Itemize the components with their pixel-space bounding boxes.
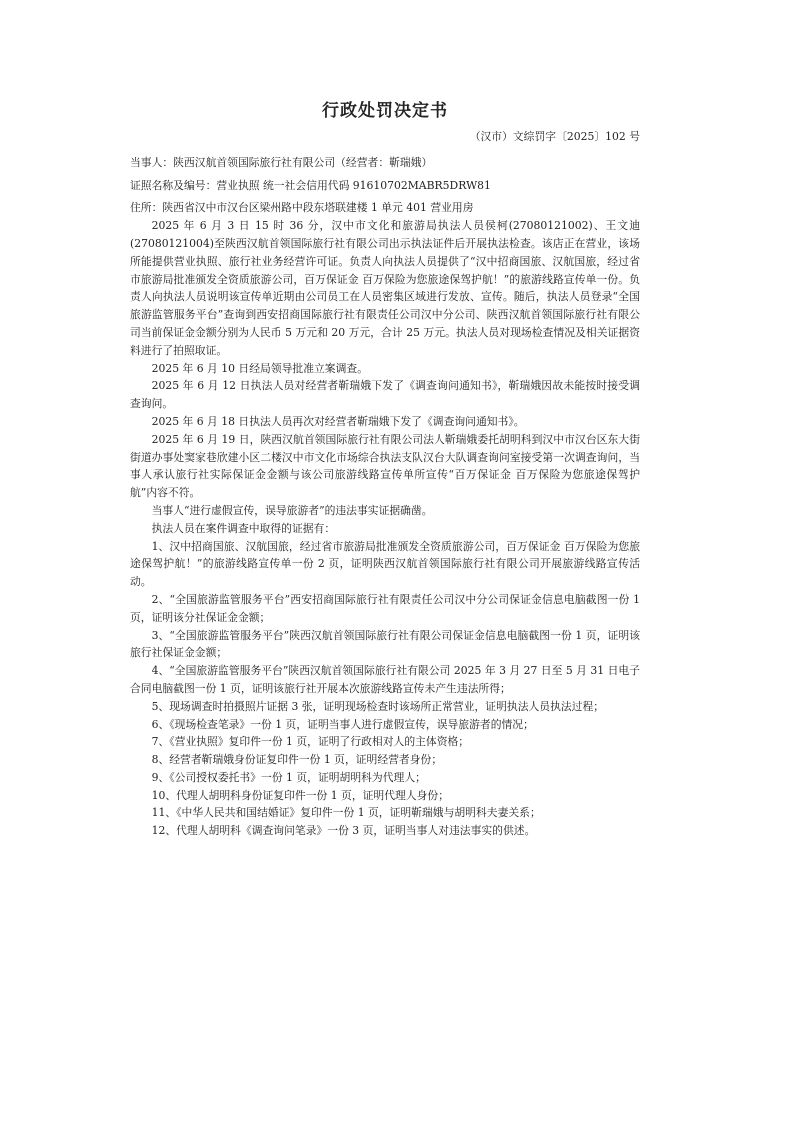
license-line: 证照名称及编号：营业执照 统一社会信用代码 91610702MABR5DRW81 bbox=[130, 178, 491, 192]
document-number: （汉市）文综罚字〔2025〕102 号 bbox=[469, 130, 640, 143]
evidence-item: 3、“全国旅游监管服务平台”陕西汉航首领国际旅行社有限公司保证金信息电脑截图一份 1 页，证明该旅行社保证金金额； bbox=[130, 628, 640, 660]
evidence-item: 7、《营业执照》复印件一份 1 页，证明了行政相对人的主体资格； bbox=[151, 735, 470, 749]
document-title: 行政处罚决定书 bbox=[322, 101, 448, 121]
evidence-item: 12、代理人胡明科《调查询问笔录》一份 3 页，证明当事人对违法事实的供述。 bbox=[151, 824, 536, 838]
evidence-item: 4、“全国旅游监管服务平台”陕西汉航首领国际旅行社有限公司 2025 年 3 月 27 日至 5 月 31 日电子合同电脑截图一份 1 页，证明该旅行社开展本次旅游线路宣传未产生违法所得； bbox=[130, 664, 640, 695]
paragraph-conclusion: 当事人“进行虚假宣传，误导旅游者”的违法事实证据确凿。 bbox=[151, 503, 433, 517]
paragraph-inquiry: 2025 年 6 月 19 日，陕西汉航首领国际旅行社有限公司法人靳瑞娥委托胡明科到汉中市汉台区东大街街道办事处窦家巷欣建小区二楼汉中市文化市场综合执法支队汉台大队调查询问室接受第一次调查询问，当事人承认旅行社实际保证金金额与该公司旅游线路宣传单所宣传“百万保证金 百万保险为您旅途保驾护航”内容不符。 bbox=[130, 432, 640, 500]
evidence-item: 2、“全国旅游监管服务平台”西安招商国际旅行社有限责任公司汉中分公司保证金信息电脑截图一份 1 页，证明该分社保证金金额； bbox=[130, 592, 640, 624]
address-line: 住所：陕西省汉中市汉台区梁州路中段东塔联建楼 1 单元 401 营业用房 bbox=[130, 201, 474, 215]
evidence-item: 5、现场调查时拍摄照片证据 3 张，证明现场检查时该场所正常营业，证明执法人员执法过程； bbox=[151, 699, 605, 713]
paragraph-first-notice: 2025 年 6 月 12 日执法人员对经营者靳瑞娥下发了《调查询问通知书》，靳瑞娥因故未能按时接受调查询问。 bbox=[130, 379, 640, 411]
evidence-item: 10、代理人胡明科身份证复印件一份 1 页，证明代理人身份； bbox=[151, 788, 449, 802]
evidence-item: 8、经营者靳瑞娥身份证复印件一份 1 页，证明经营者身份； bbox=[151, 753, 443, 767]
paragraph-case-filed: 2025 年 6 月 10 日经局领导批准立案调查。 bbox=[151, 361, 368, 375]
evidence-item: 11、《中华人民共和国结婚证》复印件一份 1 页，证明靳瑞娥与胡明科夫妻关系； bbox=[151, 806, 541, 820]
paragraph-evidence-intro: 执法人员在案件调查中取得的证据有： bbox=[151, 521, 336, 535]
paragraph-second-notice: 2025 年 6 月 18 日执法人员再次对经营者靳瑞娥下发了《调查询问通知书》。 bbox=[151, 414, 525, 428]
evidence-item: 6、《现场检查笔录》一份 1 页，证明当事人进行虚假宣传，误导旅游者的情况； bbox=[151, 717, 534, 731]
party-line: 当事人：陕西汉航首领国际旅行社有限公司（经营者：靳瑞娥） bbox=[130, 155, 433, 169]
paragraph-inspection: 2025 年 6 月 3 日 15 时 36 分，汉中市文化和旅游局执法人员侯柯(27080121002)、王文迪(27080121004)至陕西汉航首领国际旅行社有限公司出示执法证件后开展执法检查。该店正在营业，该场所能提供营业执照、旅行社业务经营许可证。负责人向执法人员提供了“汉中招商国旅、汉航国旅，经过省市旅游局批准颁发全资质旅游公司，百万保证金 百万保险为您旅途保驾护航！”的旅游线路宣传单一份。负责人向执法人员说明该宣传单近期由公司员工在人员密集区域进行发放、宣传。随后，执法人员登录“全国旅游监管服务平台”查询到西安招商国际旅行社有限责任公司汉中分公司、陕西汉航首领国际旅行社有限公司当前保证金金额分别为人民币 5 万元和 20 万元，合计 25 万元。执法人员对现场检查情况及相关证据资料进行了拍照取证。 bbox=[130, 219, 640, 357]
evidence-item: 9、《公司授权委托书》一份 1 页，证明胡明科为代理人； bbox=[151, 770, 426, 784]
document-body bbox=[130, 100, 640, 840]
evidence-item: 1、汉中招商国旅、汉航国旅，经过省市旅游局批准颁发全资质旅游公司，百万保证金 百万保险为您旅途保驾护航！”的旅游线路宣传单一份 2 页，证明陕西汉航首领国际旅行社有限公司开展旅游线路宣传活动。 bbox=[130, 539, 640, 589]
